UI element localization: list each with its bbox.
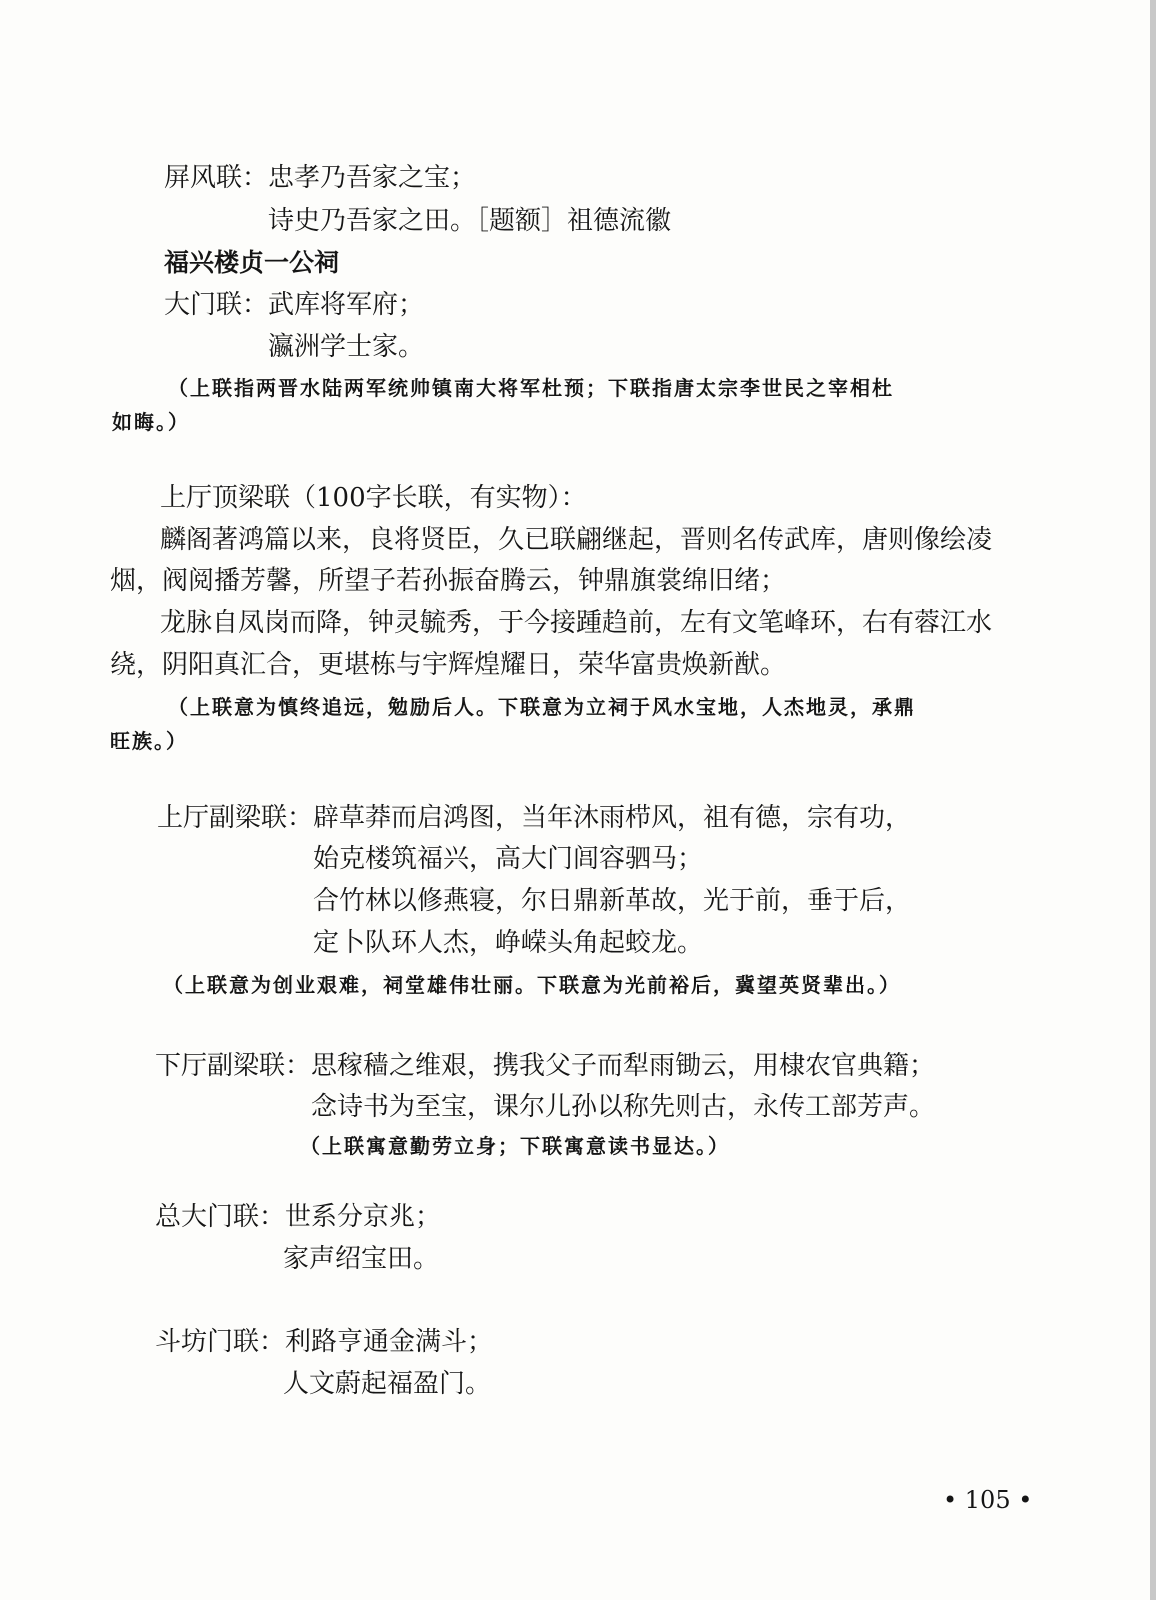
damen-label: 大门联： [164, 290, 269, 320]
damen-lower: 瀛洲学士家。 [268, 332, 425, 362]
section-heading: 福兴楼贞一公祠 [164, 248, 340, 277]
pingfeng-couplet-line-1 [164, 160, 476, 196]
note-1-line-2: 如晦。） [112, 410, 190, 434]
dingliang-line-4: 绕，阴阳真汇合，更堪栋与宇辉煌耀日，荣华富贵焕新猷。 [110, 650, 787, 680]
page-number: • 105 • [943, 1486, 1033, 1514]
xiafu-label: 下厅副梁联： [155, 1051, 312, 1081]
pingfeng-label: 屏风联： [164, 163, 269, 193]
shangfu-line-1 [157, 800, 911, 836]
dingliang-line-3: 龙脉自凤岗而降，钟灵毓秀，于今接踵趋前，左有文笔峰环，右有蓉江水 [160, 608, 993, 638]
shangfu-upper-1: 辟草莽而启鸿图，当年沐雨栉风，祖有德，宗有功， [313, 803, 912, 833]
doufang-upper: 利路亨通金满斗； [285, 1327, 494, 1357]
shangfu-label: 上厅副梁联： [157, 803, 314, 833]
note-3: （上联意为创业艰难，祠堂雄伟壮丽。下联意为光前裕后，冀望英贤辈出。） [163, 973, 901, 997]
note-4: （上联寓意勤劳立身；下联寓意读书显达。） [300, 1134, 730, 1158]
damen-couplet-line-1 [164, 287, 424, 323]
dingliang-line-2: 烟，阀阅播芳馨，所望子若孙振奋腾云，钟鼎旗裳绵旧绪； [110, 566, 787, 596]
shangfu-lower-1: 合竹林以修燕寝，尔日鼎新革故，光于前，垂于后， [313, 886, 912, 916]
zongdamen-upper: 世系分京兆； [285, 1202, 442, 1232]
pingfeng-lower: 诗史乃吾家之田。［题额］祖德流徽 [268, 206, 672, 236]
shangfu-upper-2: 始克楼筑福兴，高大门闾容驷马； [313, 844, 704, 874]
dingliang-title: 上厅顶梁联（100字长联，有实物）： [160, 483, 587, 513]
page-edge-shadow [1150, 0, 1156, 1600]
shangfu-lower-2: 定卜队环人杰，峥嵘头角起蛟龙。 [313, 928, 704, 958]
doufang-label: 斗坊门联： [155, 1327, 286, 1357]
note-2-line-2: 旺族。） [110, 729, 188, 753]
dingliang-line-1: 麟阁著鸿篇以来，良将贤臣，久已联翩继起，晋则名传武库，唐则像绘凌 [160, 525, 993, 555]
zongdamen-label: 总大门联： [155, 1202, 286, 1232]
zongdamen-line-1 [155, 1199, 441, 1235]
doufang-lower: 人文蔚起福盈门。 [283, 1369, 492, 1399]
xiafu-line-1 [155, 1048, 935, 1084]
xiafu-lower: 念诗书为至宝，课尔儿孙以称先则古，永传工部芳声。 [311, 1092, 936, 1122]
note-2-line-1: （上联意为慎终追远，勉励后人。下联意为立祠于风水宝地，人杰地灵，承鼎 [168, 695, 916, 719]
xiafu-upper: 思稼穑之维艰，携我父子而犁雨锄云，用棣农官典籍； [311, 1051, 936, 1081]
doufang-line-1 [155, 1324, 493, 1360]
note-1-line-1: （上联指两晋水陆两军统帅镇南大将军杜预；下联指唐太宗李世民之宰相杜 [168, 376, 894, 400]
zongdamen-lower: 家声绍宝田。 [283, 1244, 440, 1274]
damen-upper: 武库将军府； [268, 290, 425, 320]
pingfeng-upper: 忠孝乃吾家之宝； [268, 163, 477, 193]
